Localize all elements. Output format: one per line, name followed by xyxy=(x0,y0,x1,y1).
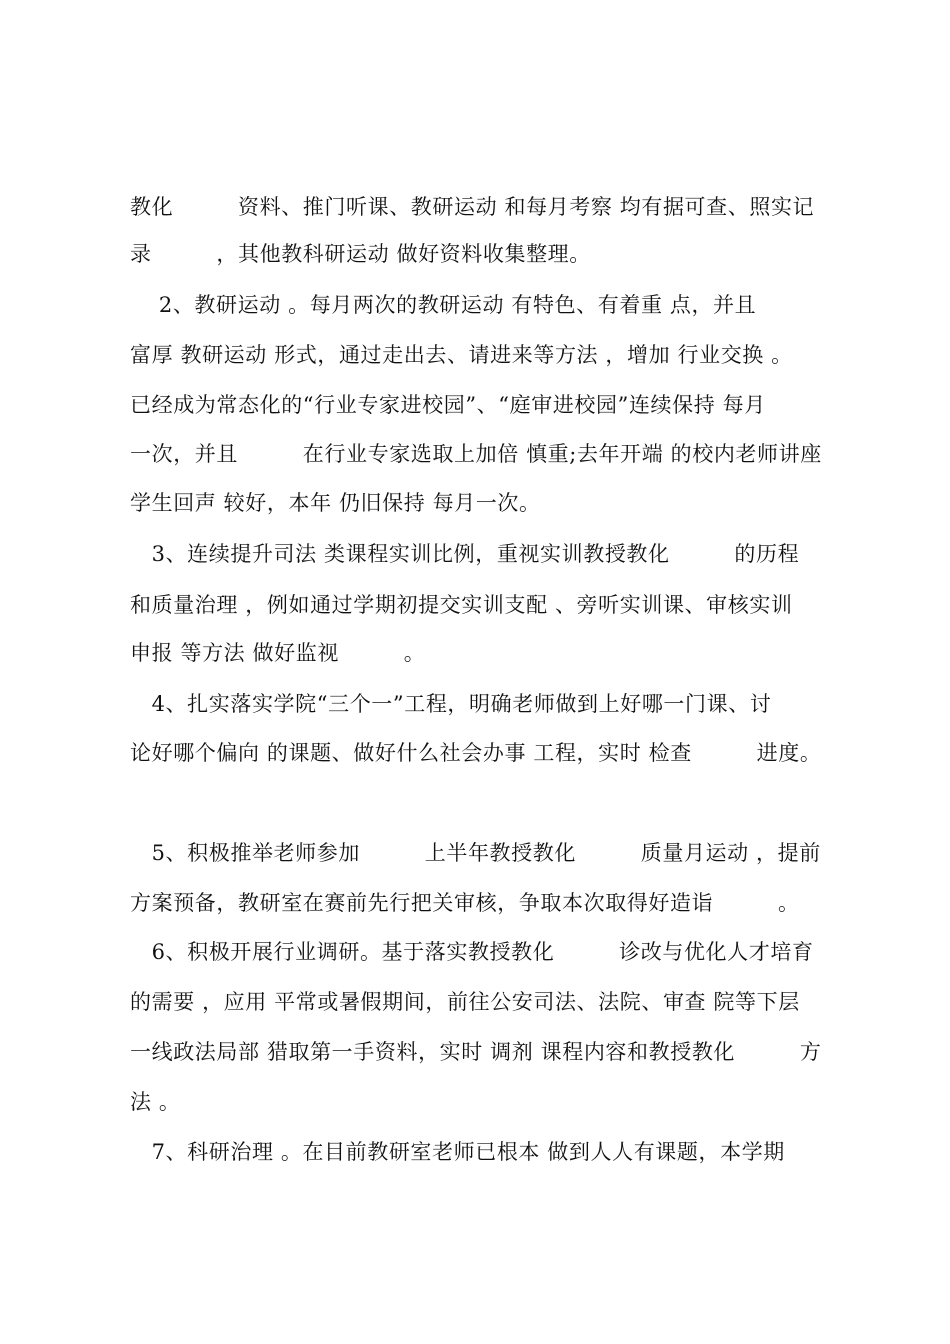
text-line: 已经成为常态化的“行业专家进校园”、“庭审进校园”连续保持 每月 xyxy=(130,393,766,417)
text-line: 论好哪个偏向 的课题、做好什么社会办事 工程，实时 检查 进度。 xyxy=(130,741,822,765)
text-line: 2、教研运动 。每月两次的教研运动 有特色、有着重 点，并且 xyxy=(130,293,757,317)
text-line: 录 ，其他教科研运动 做好资料收集整理。 xyxy=(130,242,591,266)
text-line: 一线政法局部 猎取第一手资料，实时 调剂 课程内容和教授教化 方 xyxy=(130,1040,822,1064)
text-line: 富厚 教研运动 形式，通过走出去、请进来等方法 ，增加 行业交换 。 xyxy=(130,343,793,367)
text-line: 的需要 ，应用 平常或暑假期间，前往公安司法、法院、审查 院等下层 xyxy=(130,990,800,1014)
text-line: 4、扎实落实学院“三个一”工程，明确老师做到上好哪一门课、讨 xyxy=(130,692,772,716)
text-line: 一次，并且 在行业专家选取上加倍 慎重;去年开端 的校内老师讲座 xyxy=(130,442,822,466)
text-line: 3、连续提升司法 类课程实训比例，重视实训教授教化 的历程 xyxy=(130,542,800,566)
text-line: 申报 等方法 做好监视 。 xyxy=(130,641,426,665)
text-line: 教化 资料、推门听课、教研运动 和每月考察 均有据可查、照实记 xyxy=(130,195,815,219)
text-line: 和质量治理 ，例如通过学期初提交实训支配 、旁听实训课、审核实训 xyxy=(130,593,793,617)
text-line: 5、积极推举老师参加 上半年教授教化 质量月运动 ，提前 xyxy=(130,841,821,865)
text-line: 方案预备，教研室在赛前先行把关审核，争取本次取得好造诣 。 xyxy=(130,891,800,915)
text-line: 法 。 xyxy=(130,1090,181,1114)
text-line: 学生回声 较好，本年 仍旧保持 每月一次。 xyxy=(130,491,541,515)
text-line: 6、积极开展行业调研。基于落实教授教化 诊改与优化人才培育 xyxy=(130,940,814,964)
text-line: 7、科研治理 。在目前教研室老师已根本 做到人人有课题，本学期 xyxy=(130,1140,785,1164)
